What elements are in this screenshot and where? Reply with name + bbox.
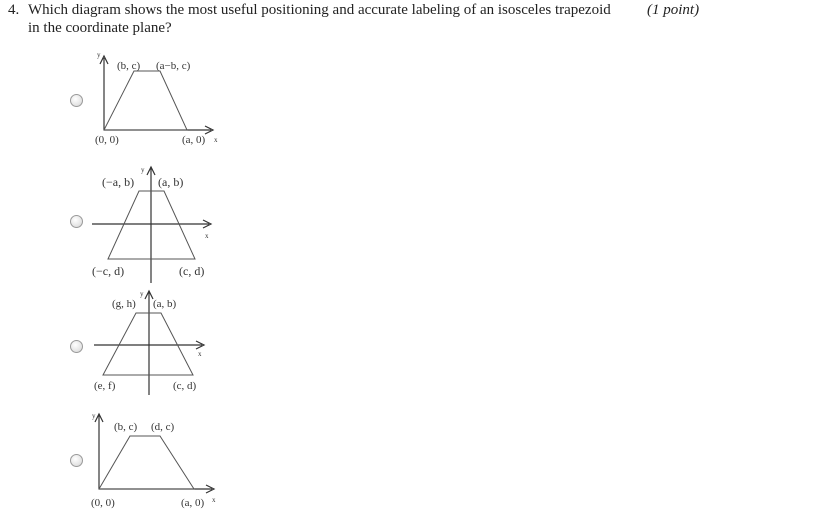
label-bottom-left: (e, f) xyxy=(94,380,116,392)
label-bottom-left: (−c, d) xyxy=(92,264,125,278)
label-top-left: (−a, b) xyxy=(102,175,135,189)
label-top-left: (b, c) xyxy=(114,421,138,433)
label-bottom-left: (0, 0) xyxy=(91,497,115,509)
label-bottom-right: (a, 0) xyxy=(181,497,205,509)
label-top-right: (a, b) xyxy=(158,175,184,189)
x-axis-label: x xyxy=(214,136,218,144)
trapezoid xyxy=(99,436,194,489)
x-axis-label: x xyxy=(212,496,216,504)
y-axis-label: y xyxy=(97,51,101,59)
x-axis-label: x xyxy=(205,232,209,240)
question-text: Which diagram shows the most useful positioning and accurate labeling of an isosceles trapezoid in the coordinate plane? xyxy=(28,2,611,36)
label-bottom-right: (a, 0) xyxy=(182,134,206,146)
label-top-right: (a−b, c) xyxy=(156,60,191,72)
x-axis-label: x xyxy=(198,350,202,358)
question-number: 4. xyxy=(8,2,20,18)
y-axis-label: y xyxy=(140,290,144,298)
label-top-left: (g, h) xyxy=(112,298,136,310)
label-top-right: (a, b) xyxy=(153,298,177,310)
y-axis-label: y xyxy=(92,412,96,420)
label-bottom-right: (c, d) xyxy=(179,264,205,278)
y-axis-label: y xyxy=(141,166,145,174)
question-points: (1 point) xyxy=(647,2,700,18)
label-bottom-right: (c, d) xyxy=(173,380,197,392)
label-top-right: (d, c) xyxy=(151,421,175,433)
label-top-left: (b, c) xyxy=(117,60,141,72)
label-bottom-left: (0, 0) xyxy=(95,134,119,146)
